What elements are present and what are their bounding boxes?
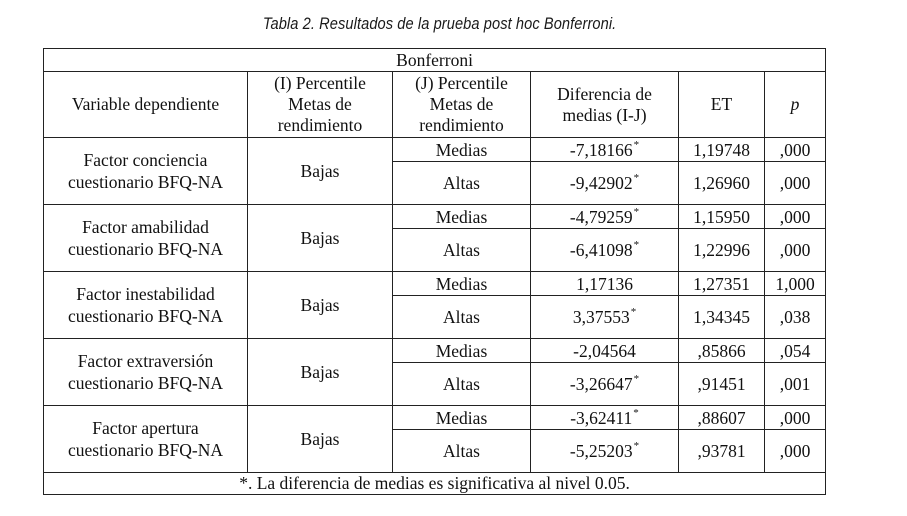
se-cell: ,85866 [679,339,765,363]
table-row [44,339,826,363]
i-group-cell: Bajas [248,205,393,272]
variable-cell [44,272,248,339]
table-row [44,272,826,296]
mean-diff-cell [531,406,679,430]
p-cell: ,000 [765,406,826,430]
mean-diff-value: -4,79259 [569,206,633,227]
i-group-cell: Bajas [248,406,393,473]
significance-mark: * [633,372,640,385]
bonferroni-table [43,48,826,495]
mean-diff-cell [531,339,679,363]
mean-diff-value: -3,26647 [569,373,633,394]
j-group-cell: Altas [393,430,531,473]
p-cell: ,000 [765,162,826,205]
mean-diff-value: 3,37553 [572,306,630,327]
header-mean-diff-label: Diferencia de medias (I-J) [557,83,652,125]
p-cell: ,000 [765,138,826,162]
se-cell: 1,27351 [679,272,765,296]
se-cell: 1,22996 [679,229,765,272]
table-row [44,138,826,162]
mean-diff-cell [531,138,679,162]
header-se: ET [679,72,765,138]
j-group-cell: Altas [393,229,531,272]
se-cell: ,91451 [679,363,765,406]
se-cell: ,93781 [679,430,765,473]
variable-label: Factor inestabilidad cuestionario BFQ-NA [67,284,224,326]
header-p: p [765,72,826,138]
header-i-group [248,72,393,138]
mean-diff-value: -2,04564 [573,340,636,361]
variable-label: Factor amabilidad cuestionario BFQ-NA [67,217,224,259]
j-group-cell: Medias [393,138,531,162]
p-cell: 1,000 [765,272,826,296]
significance-mark: * [633,238,640,251]
significance-mark: * [633,406,639,419]
se-cell: 1,15950 [679,205,765,229]
significance-mark: * [633,439,640,452]
mean-diff-value: -5,25203 [569,440,633,461]
mean-diff-value: -6,41098 [569,239,633,260]
p-cell: ,000 [765,430,826,473]
j-group-cell: Medias [393,272,531,296]
mean-diff-value: -3,62411 [570,407,633,428]
band-title: Bonferroni [44,49,826,72]
j-group-cell: Altas [393,162,531,205]
mean-diff-cell [531,430,679,473]
variable-label: Factor apertura cuestionario BFQ-NA [67,418,224,460]
variable-cell [44,205,248,272]
variable-cell [44,406,248,473]
table-row [44,406,826,430]
p-cell: ,054 [765,339,826,363]
mean-diff-value: 1,17136 [576,273,633,294]
significance-mark: * [633,205,640,218]
header-i-group-label: (I) Percentile Metas de rendimiento [274,73,366,135]
variable-cell [44,138,248,205]
i-group-cell: Bajas [248,138,393,205]
header-j-group-label: (J) Percentile Metas de rendimiento [415,73,508,135]
j-group-cell: Medias [393,406,531,430]
p-cell: ,000 [765,229,826,272]
significance-mark: * [633,138,640,151]
se-cell: ,88607 [679,406,765,430]
mean-diff-cell [531,205,679,229]
variable-label: Factor conciencia cuestionario BFQ-NA [67,150,224,192]
p-cell: ,001 [765,363,826,406]
mean-diff-cell [531,363,679,406]
mean-diff-value: -7,18166 [569,139,633,160]
variable-cell [44,339,248,406]
header-variable: Variable dependiente [44,72,248,138]
se-cell: 1,19748 [679,138,765,162]
p-cell: ,000 [765,205,826,229]
j-group-cell: Altas [393,296,531,339]
se-cell: 1,34345 [679,296,765,339]
header-mean-diff [531,72,679,138]
p-cell: ,038 [765,296,826,339]
significance-mark: * [630,305,637,318]
mean-diff-cell [531,272,679,296]
variable-label: Factor extraversión cuestionario BFQ-NA [67,351,224,393]
band-row [44,49,826,72]
j-group-cell: Medias [393,339,531,363]
se-cell: 1,26960 [679,162,765,205]
header-j-group [393,72,531,138]
table-row [44,205,826,229]
groups-body [44,138,826,473]
mean-diff-cell [531,229,679,272]
mean-diff-cell [531,296,679,339]
table-caption: Tabla 2. Resultados de la prueba post hoc Bonferroni. [262,14,617,33]
footnote-row [44,473,826,495]
i-group-cell: Bajas [248,272,393,339]
mean-diff-cell [531,162,679,205]
j-group-cell: Altas [393,363,531,406]
j-group-cell: Medias [393,205,531,229]
mean-diff-value: -9,42902 [569,172,633,193]
significance-mark: * [633,171,640,184]
header-row [44,72,826,138]
footnote: *. La diferencia de medias es significativa al nivel 0.05. [44,473,826,495]
i-group-cell: Bajas [248,339,393,406]
